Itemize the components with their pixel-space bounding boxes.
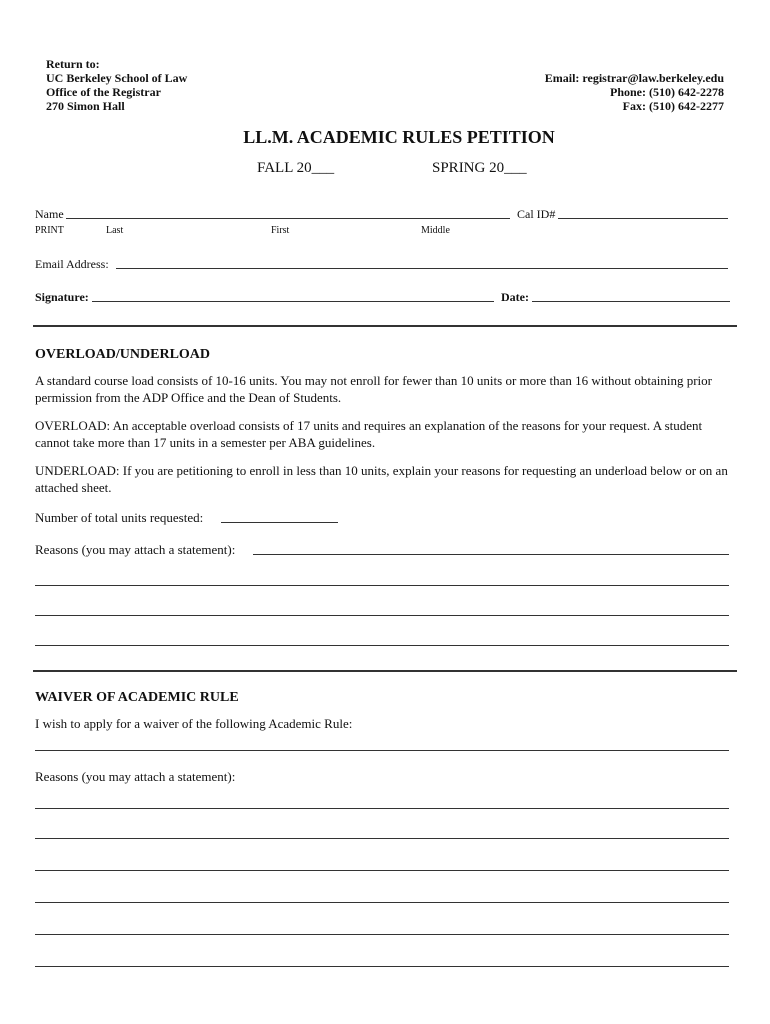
- waiver-reasons-line[interactable]: [35, 870, 729, 871]
- return-to-block: [46, 57, 187, 113]
- contact-fax: Fax: (510) 642-2277: [622, 99, 724, 113]
- overload-intro-text: A standard course load consists of 10-16 units. You may not enroll for fewer than 10 units or more than 16 without obtaining prior permission from the ADP Office and the Dean of Students.: [35, 373, 712, 405]
- name-label: Name: [35, 207, 64, 221]
- overload-rule-text: OVERLOAD: An acceptable overload consists of 17 units and requires an explanation of the reasons for your request. A student cannot take more than 17 units in a semester per ABA guidelines.: [35, 418, 703, 450]
- waiver-reasons-line[interactable]: [35, 966, 729, 967]
- overload-reasons-line[interactable]: [35, 645, 729, 646]
- office-name: Office of the Registrar: [46, 85, 161, 99]
- signature-field[interactable]: [92, 290, 494, 302]
- date-field[interactable]: [532, 290, 730, 302]
- units-label: Number of total units requested:: [35, 510, 204, 525]
- office-address: 270 Simon Hall: [46, 99, 125, 113]
- waiver-intro: I wish to apply for a waiver of the following Academic Rule:: [35, 716, 353, 731]
- contact-email: Email: registrar@law.berkeley.edu: [544, 71, 724, 85]
- units-field[interactable]: [221, 511, 338, 523]
- term-spring[interactable]: SPRING 20___: [432, 160, 527, 176]
- underload-rule-text: UNDERLOAD: If you are petitioning to enroll in less than 10 units, explain your reasons for requesting an underload below or on an attached sheet.: [35, 463, 728, 495]
- waiver-reasons-line[interactable]: [35, 838, 729, 839]
- waiver-reasons-line[interactable]: [35, 808, 729, 809]
- overload-heading: OVERLOAD/UNDERLOAD: [35, 347, 211, 362]
- return-to-label: Return to:: [46, 57, 100, 71]
- waiver-heading: WAIVER OF ACADEMIC RULE: [35, 690, 239, 705]
- email-label: Email Address:: [35, 257, 109, 271]
- overload-reasons-line[interactable]: [35, 585, 729, 586]
- underload-rule: [35, 462, 735, 496]
- print-label: PRINT: [35, 225, 64, 236]
- last-label: Last: [106, 225, 124, 236]
- waiver-reasons-label: Reasons (you may attach a statement):: [35, 769, 236, 784]
- waiver-reasons-line[interactable]: [35, 934, 729, 935]
- signature-label: Signature:: [35, 290, 89, 304]
- section-divider: [33, 325, 737, 327]
- contact-phone: Phone: (510) 642-2278: [610, 85, 724, 99]
- term-fall[interactable]: FALL 20___: [257, 160, 335, 176]
- first-label: First: [271, 225, 290, 236]
- email-field[interactable]: [116, 257, 728, 269]
- calid-field[interactable]: [558, 207, 728, 219]
- middle-label: Middle: [421, 225, 450, 236]
- date-label: Date:: [501, 290, 529, 304]
- name-field[interactable]: [66, 207, 510, 219]
- school-name: UC Berkeley School of Law: [46, 71, 188, 85]
- contact-block: [545, 71, 724, 113]
- waiver-rule-line[interactable]: [35, 750, 729, 751]
- overload-reasons-field[interactable]: [253, 543, 729, 555]
- page-title: LL.M. ACADEMIC RULES PETITION: [243, 127, 555, 147]
- overload-reasons-label: Reasons (you may attach a statement):: [35, 542, 236, 557]
- waiver-reasons-line[interactable]: [35, 902, 729, 903]
- overload-rule: [35, 417, 735, 451]
- calid-label: Cal ID#: [517, 207, 556, 221]
- section-divider: [33, 670, 737, 672]
- overload-intro: [35, 372, 735, 406]
- overload-reasons-line[interactable]: [35, 615, 729, 616]
